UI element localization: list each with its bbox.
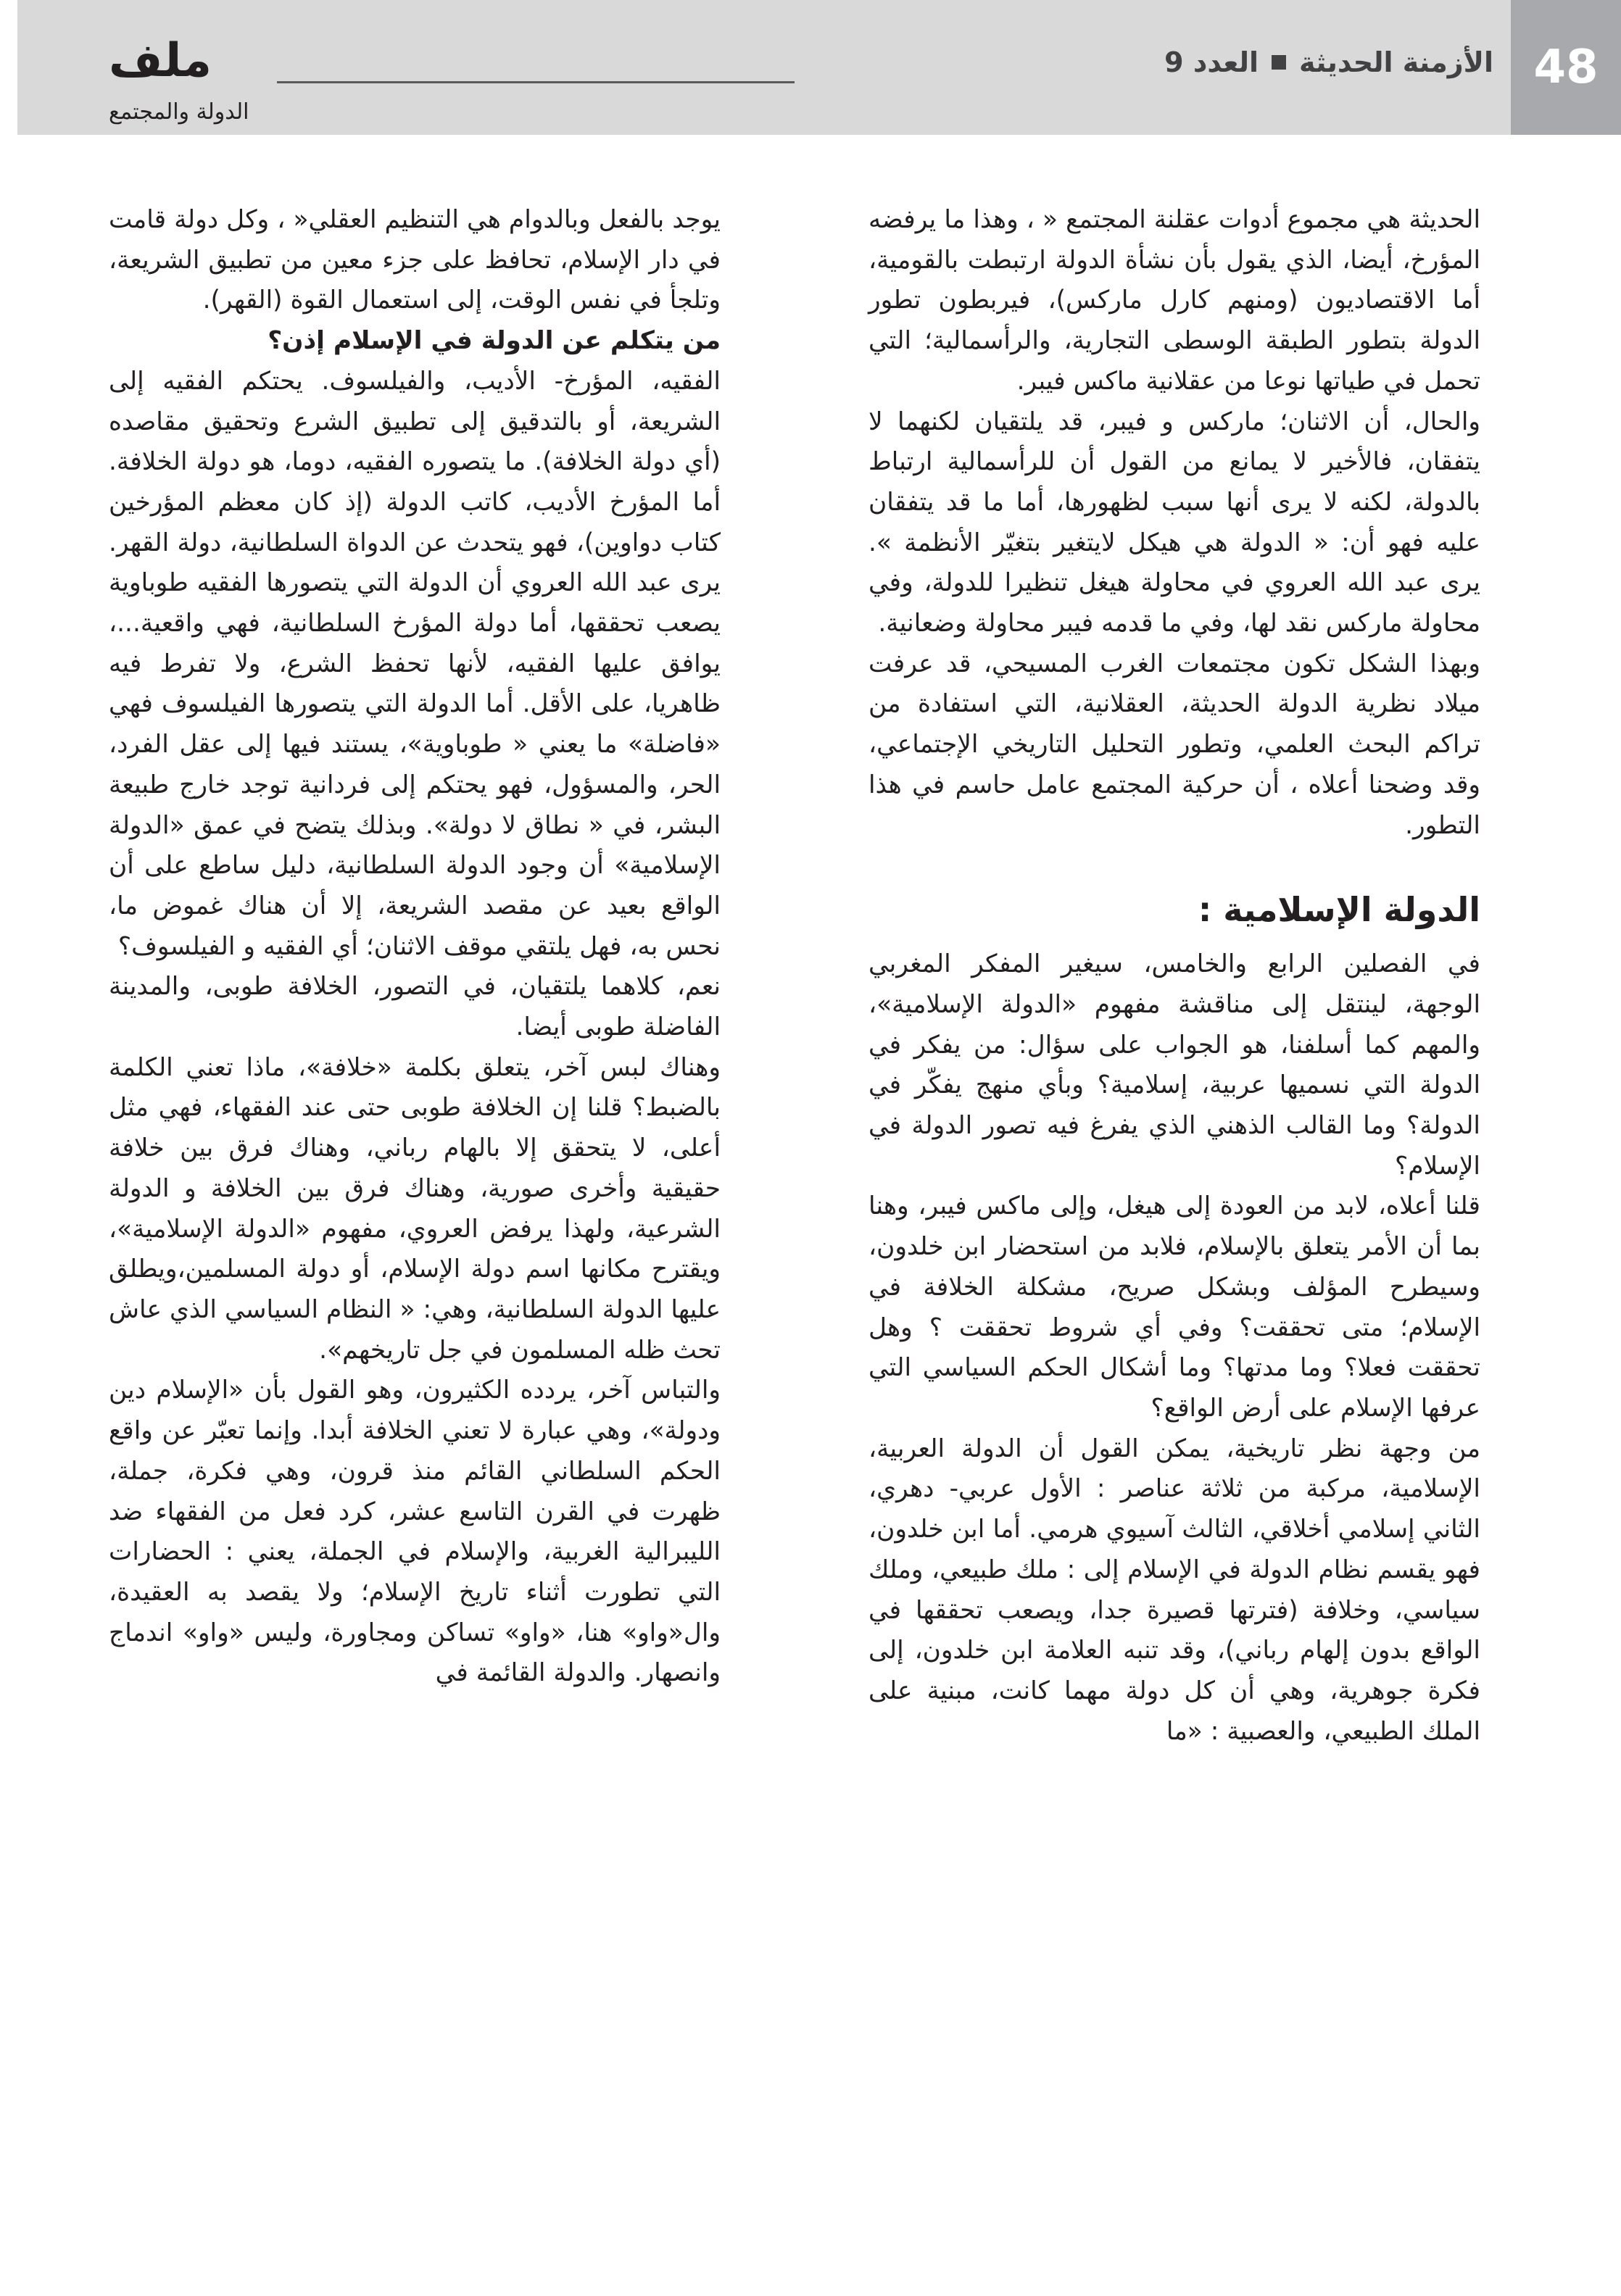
paragraph: قلنا أعلاه، لابد من العودة إلى هيغل، وإلى ماكس فيبر، وهنا بما أن الأمر يتعلق بالإسلام، فلابد من استحضار ابن خلدون، وسيطرح المؤلف وبشكل صريح، مشكلة الخلافة في الإسلام؛ متى تحققت؟ وفي أي شروط تحققت ؟ وهل تحققت فعلا؟ وما مدتها؟ وما أشكال الحكم السياسي التي عرفها الإسلام على أرض الواقع؟: [868, 1191, 1480, 1423]
paragraph: من وجهة نظر تاريخية، يمكن القول أن الدولة العربية، الإسلامية، مركبة من ثلاثة عناصر : الأول عربي- دهري، الثاني إسلامي أخلاقي، الثالث آسيوي هرمي. أما ابن خلدون، فهو يقسم نظام الدولة في الإسلام إلى : ملك طبيعي، وملك سياسي، وخلافة (فترتها قصيرة جدا، ويصعب تحققها في الواقع بدون إلهام رباني)، وقد تنبه العلامة ابن خلدون، إلى فكرة جوهرية، وهي أن كل دولة مهما كانت، مبنية على الملك الطبيعي، والعصبية : «ما: [868, 1434, 1480, 1746]
paragraph: يوجد بالفعل وبالدوام هي التنظيم العقلي« ، وكل دولة قامت في دار الإسلام، تحافظ على جزء معين من تطبيق الشريعة، وتلجأ في نفس الوقت، إلى استعمال القوة (القهر).: [109, 205, 721, 315]
right-column: [868, 200, 1480, 1752]
paragraph: الفقيه، المؤرخ- الأديب، والفيلسوف. يحتكم الفقيه إلى الشريعة، أو بالتدقيق إلى تطبيق الشرع وتحقيق مقاصده (أي دولة الخلافة). ما يتصوره الفقيه، دوما، هو دولة الخلافة. أما المؤرخ الأديب، كاتب الدولة (إذ كان معظم المؤرخين كتاب دواوين)، فهو يتحدث عن الدواة السلطانية، دولة القهر. يرى عبد الله العروي أن الدولة التي يتصورها الفقيه طوباوية يصعب تحققها، أما دولة المؤرخ السلطانية، فهي واقعية...، يوافق عليها الفقيه، لأنها تحفظ الشرع، ولا تفرط فيه ظاهريا، على الأقل. أما الدولة التي يتصورها الفيلسوف فهي «فاضلة» ما يعني « طوباوية»، يستند فيها إلى عقل الفرد، الحر، والمسؤول، فهو يحتكم إلى فردانية توجد خارج طبيعة البشر، في « نطاق لا دولة». وبذلك يتضح في عمق «الدولة الإسلامية» أن وجود الدولة السلطانية، دليل ساطع على أن الواقع بعيد عن مقصد الشريعة، إلا أن هناك غموض ما، نحس به، فهل يلتقي موقف الاثنان؛ أي الفقيه و الفيلسوف؟: [109, 366, 721, 961]
subheading-question: من يتكلم عن الدولة في الإسلام إذن؟: [268, 326, 721, 356]
paragraph: وهناك لبس آخر، يتعلق بكلمة «خلافة»، ماذا تعني الكلمة بالضبط؟ قلنا إن الخلافة طوبى حتى عند الفقهاء، فهي مثل أعلى، لا يتحقق إلا بالهام رباني، وهناك فرق بين خلافة حقيقية وأخرى صورية، وهناك فرق بين الخلافة و الدولة الشرعية، ولهذا يرفض العروي، مفهوم «الدولة الإسلامية»، ويقترح مكانها اسم دولة الإسلام، أو دولة المسلمين،ويطلق عليها الدولة السلطانية، وهي: « النظام السياسي الذي عاش تحث ظله المسلمون في جل تاريخهم».: [109, 1052, 721, 1365]
magazine-name: الأزمنة الحديثة: [1299, 46, 1493, 78]
section-subtitle: الدولة والمجتمع: [109, 99, 249, 125]
section-title: ملف: [109, 34, 212, 88]
running-head: [1164, 46, 1493, 78]
paragraph: الحديثة هي مجموع أدوات عقلنة المجتمع « ، وهذا ما يرفضه المؤرخ، أيضا، الذي يقول بأن نشأة الدولة ارتبطت بالقومية، أما الاقتصاديون (ومنهم كارل ماركس)، فيربطون تطور الدولة بتطور الطبقة الوسطى التجارية، والرأسمالية؛ التي تحمل في طياتها نوعا من عقلانية ماكس فيبر.: [868, 205, 1480, 396]
page-number-box: [1511, 0, 1621, 135]
issue-label: العدد 9: [1164, 46, 1259, 78]
page-number: 48: [1533, 41, 1599, 94]
section-heading: الدولة الإسلامية :: [1198, 890, 1480, 930]
paragraph: وبهذا الشكل تكون مجتمعات الغرب المسيحي، قد عرفت ميلاد نظرية الدولة الحديثة، العقلانية، التي استفادة من تراكم البحث العلمي، وتطور التحليل التاريخي الإجتماعي، وقد وضحنا أعلاه ، أن حركية المجتمع عامل حاسم في هذا التطور.: [868, 649, 1480, 840]
left-column: [109, 200, 721, 1694]
separator-square-icon: [1272, 55, 1286, 70]
paragraph: في الفصلين الرابع والخامس، سيغير المفكر المغربي الوجهة، لينتقل إلى مناقشة مفهوم «الدولة الإسلامية»، والمهم كما أسلفنا، هو الجواب على سؤال: من يفكر في الدولة التي نسميها عربية، إسلامية؟ وبأي منهج يفكّر في الدولة؟ وما القالب الذهني الذي يفرغ فيه تصور الدولة في الإسلام؟: [868, 949, 1480, 1181]
header-rule: [277, 81, 795, 83]
paragraph: والحال، أن الاثنان؛ ماركس و فيبر، قد يلتقيان لكنهما لا يتفقان، فالأخير لا يمانع من القول أن للرأسمالية ارتباط بالدولة، لكنه لا يرى أنها سبب لظهورها، أما ما قد يتفقان عليه فهو أن: « الدولة هي هيكل لايتغير بتغيّر الأنظمة ». يرى عبد الله العروي في محاولة هيغل تنظيرا للدولة، وفي محاولة ماركس نقد لها، وفي ما قدمه فيبر محاولة وضعانية.: [868, 407, 1480, 639]
paragraph: نعم، كلاهما يلتقيان، في التصور، الخلافة طوبى، والمدينة الفاضلة طوبى أيضا.: [109, 972, 721, 1042]
paragraph: والتباس آخر، يردده الكثيرون، وهو القول بأن «الإسلام دين ودولة»، وهي عبارة لا تعني الخلافة أبدا. وإنما تعبّر عن واقع الحكم السلطاني القائم منذ قرون، وهي فكرة، جملة، ظهرت في القرن التاسع عشر، كرد فعل من الفقهاء ضد الليبرالية الغربية، والإسلام في الجملة، يعني : الحضارات التي تطورت أثناء تاريخ الإسلام؛ ولا يقصد به العقيدة، وال«واو» هنا، «واو» تساكن ومجاورة، وليس «واو» اندماج وانصهار. والدولة القائمة في: [109, 1376, 721, 1688]
